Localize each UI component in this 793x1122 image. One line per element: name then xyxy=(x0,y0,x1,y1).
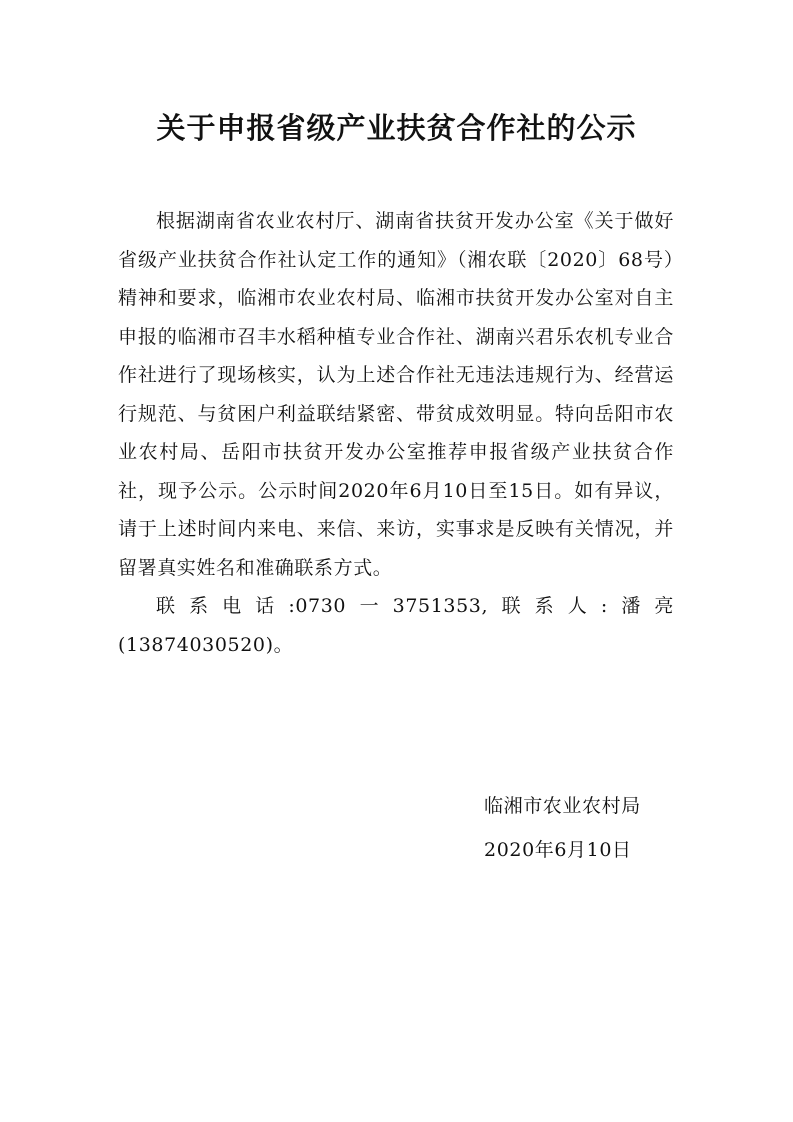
signature-block xyxy=(484,784,641,872)
body-paragraph-contact: 联系电话:0730一3751353,联系人:潘亮(13874030520)。 xyxy=(118,595,674,656)
body-paragraph-main: 根据湖南省农业农村厅、湖南省扶贫开发办公室《关于做好省级产业扶贫合作社认定工作的通知》（湘农联〔2020〕68号）精神和要求，临湘市农业农村局、临湘市扶贫开发办公室对自主申报的临湘市召丰水稻种植专业合作社、湖南兴君乐农机专业合作社进行了现场核实，认为上述合作社无违法违规行为、经营运行规范、与贫困户利益联结紧密、带贫成效明显。特向岳阳市农业农村局、岳阳市扶贫开发办公室推荐申报省级产业扶贫合作社，现予公示。公示时间2020年6月10日至15日。如有异议，请于上述时间内来电、来信、来访，实事求是反映有关情况，并留署真实姓名和准确联系方式。 xyxy=(118,210,674,579)
signature-organization: 临湘市农业农村局 xyxy=(484,795,641,817)
document-title: 关于申报省级产业扶贫合作社的公示 xyxy=(156,111,637,145)
document-body xyxy=(118,202,674,664)
signature-date: 2020年6月10日 xyxy=(484,839,632,861)
